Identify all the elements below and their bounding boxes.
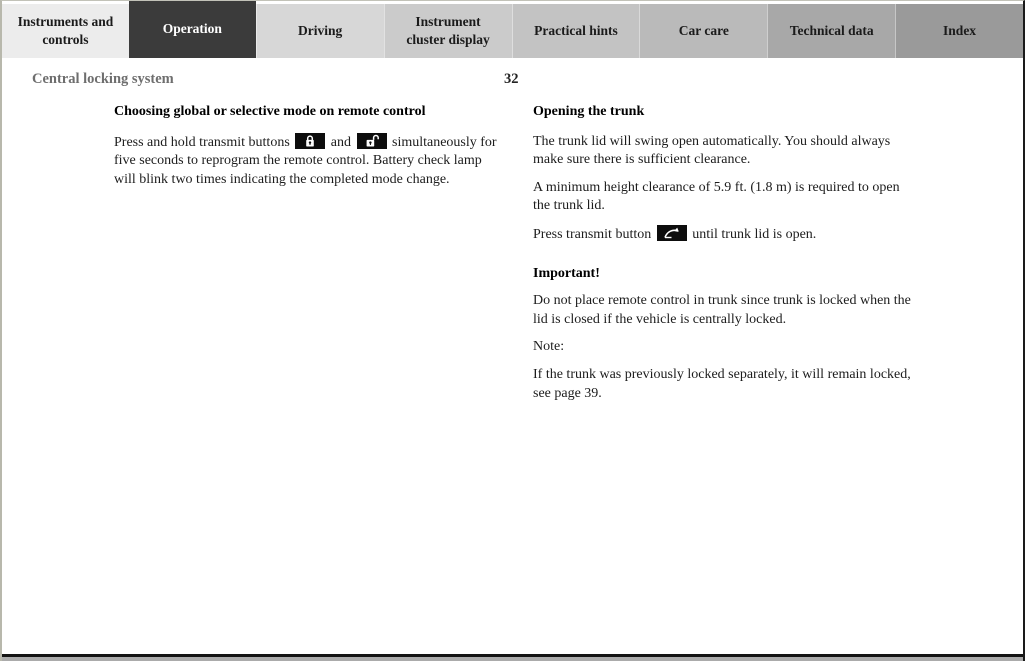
tab-label: Driving	[298, 22, 343, 38]
tab-index[interactable]	[895, 4, 1023, 58]
body-text: Press transmit button	[533, 226, 652, 242]
tab-car-care[interactable]	[639, 4, 767, 58]
tab-label: Technical data	[789, 22, 874, 38]
tab-practical-hints[interactable]	[512, 4, 640, 58]
body-text: Press and hold transmit buttons	[114, 134, 290, 150]
tab-label: Instrument cluster display	[406, 13, 490, 47]
left-section-heading: Choosing global or selective mode on remote control	[114, 104, 426, 119]
right-column	[533, 103, 917, 412]
right-section-heading: Opening the trunk	[533, 104, 645, 119]
body-text: and	[330, 134, 351, 150]
page-title: Central locking system	[32, 71, 174, 87]
page-bottom-shadow	[2, 657, 1023, 661]
body-text: until trunk lid is open.	[692, 226, 817, 242]
tab-operation[interactable]	[129, 1, 256, 58]
tab-label: Instruments and controls	[17, 13, 114, 47]
note-text: If the trunk was previously locked separately, it will remain locked, see page 39.	[533, 366, 911, 401]
tab-label: Index	[943, 22, 977, 38]
left-body-paragraph	[114, 133, 498, 190]
tab-instrument-cluster-display[interactable]	[384, 4, 512, 58]
lock-closed-icon	[295, 133, 325, 149]
left-column	[114, 103, 498, 198]
note-heading: Note:	[533, 339, 565, 355]
tab-bar	[2, 1, 1023, 58]
tab-instruments-and-controls[interactable]	[2, 4, 129, 58]
trunk-paragraph-1: The trunk lid will swing open automatically. You should always make sure there is sufficient clearance.	[533, 133, 891, 168]
trunk-open-icon	[657, 225, 687, 241]
important-heading: Important!	[533, 265, 600, 281]
tab-label: Car care	[678, 22, 729, 38]
body-text: simultaneously for five seconds to reprogram the remote control. Battery check lamp will blink two times indicating the completed mode change.	[114, 134, 497, 187]
tab-label: Practical hints	[534, 22, 618, 38]
tab-label: Operation	[162, 21, 222, 37]
trunk-paragraph-3	[533, 225, 917, 245]
tab-technical-data[interactable]	[767, 4, 895, 58]
tab-driving[interactable]	[256, 4, 384, 58]
lock-open-icon	[357, 133, 387, 149]
trunk-paragraph-2: A minimum height clearance of 5.9 ft. (1.8 m) is required to open the trunk lid.	[533, 179, 900, 214]
important-text: Do not place remote control in trunk since trunk is locked when the lid is closed if the vehicle is centrally locked.	[533, 293, 911, 327]
page-number: 32	[504, 71, 519, 87]
